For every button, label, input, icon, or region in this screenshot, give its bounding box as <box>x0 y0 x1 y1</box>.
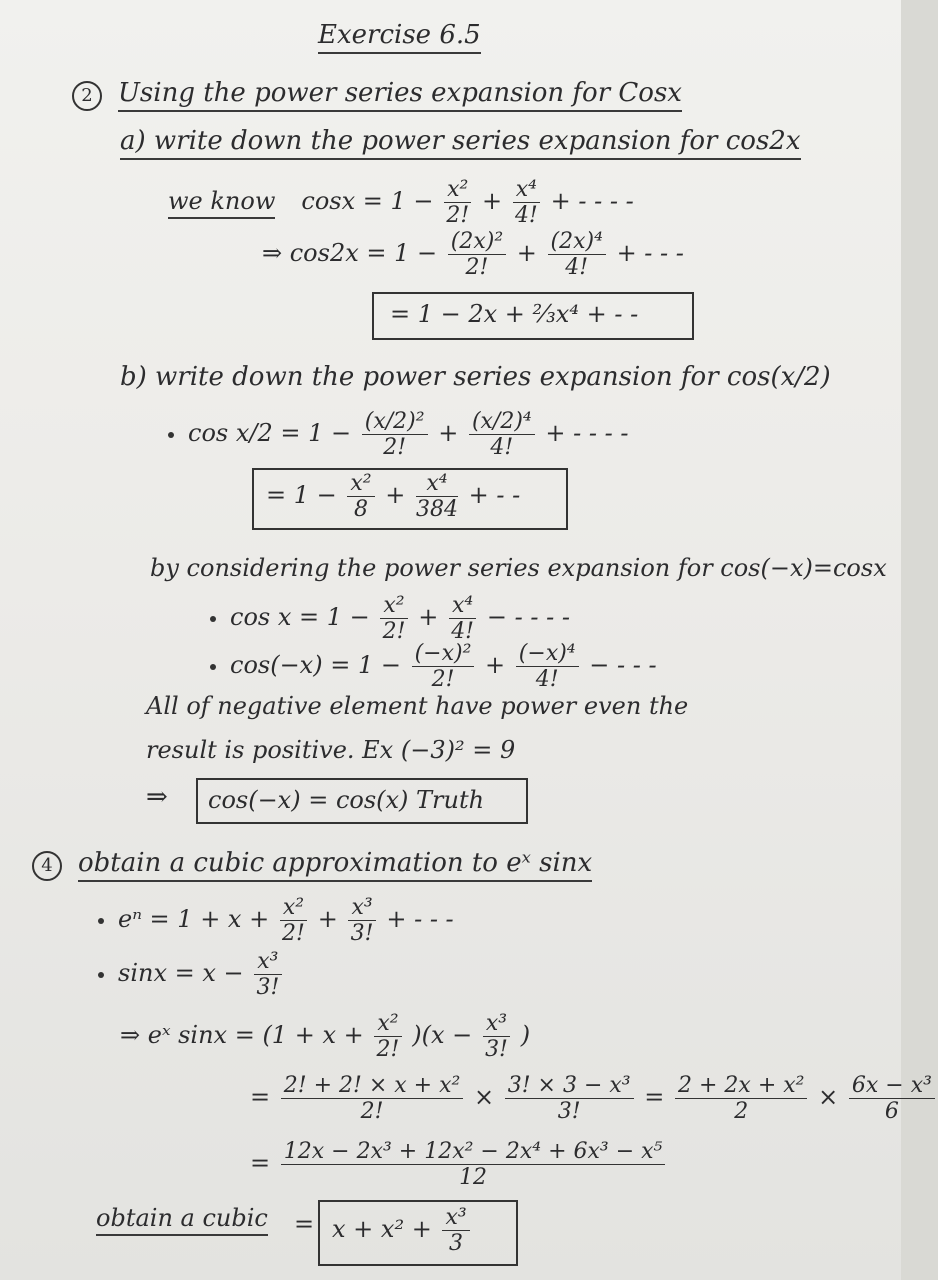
q4-sin-term: $\frac{\text{x³}}{3!}$ <box>254 950 281 999</box>
q2-heading: Using the power series expansion for Cosx <box>118 78 682 112</box>
q2b-line1: cos x/2 = 1 − $\frac{\text{(x/2)²}}{2!}$ + $\frac{\text{(x/2)⁴}}{4!}$ + - - - - <box>168 410 628 459</box>
q2b-line1-tail: + - - - - <box>545 419 629 448</box>
q2b-line1-lhs: cos x/2 = 1 − <box>188 419 352 448</box>
bullet-icon <box>168 432 174 438</box>
q4-heading-row <box>32 848 592 881</box>
q2a-line1-lhs: cosx = 1 − <box>301 187 434 216</box>
q2a-line1-term2: $\frac{\text{x⁴}}{4!}$ <box>513 178 540 227</box>
q4-sin-series <box>98 950 285 999</box>
q2b-answer-lhs: = 1 − <box>266 481 337 510</box>
q2c-line2-tail: − - - - <box>589 651 657 680</box>
bullet-icon <box>98 918 104 924</box>
q2a-line2-lhs: ⇒ cos2x = 1 − <box>262 239 438 268</box>
q2a-line2: ⇒ cos2x = 1 − $\frac{\text{(2x)²}}{2!}$ + $\frac{\text{(2x)⁴}}{4!}$ + - - - <box>262 229 684 281</box>
q2b-answer-tail: + - - <box>468 481 521 510</box>
q4-product-close: ) <box>520 1021 531 1050</box>
q2c-conclusion: cos(−x) = cos(x) Truth <box>208 786 485 814</box>
q4-final-lhs: x + x² + <box>332 1215 432 1244</box>
q4-number: 4 <box>32 851 62 881</box>
q2c-line2: cos(−x) = 1 − $\frac{\text{(−x)²}}{2!}$ + $\frac{\text{(−x)⁴}}{4!}$ − - - - <box>210 642 657 691</box>
bullet-icon <box>210 664 216 670</box>
q4-step2: = $\frac{\text{2! + 2! × x + x²}}{2!}$ × $\frac{\text{3! × 3 − x³}}{3!}$ = $\frac{\text{2 + 2x + x²}}{2}$ × $\frac{\text{6x − x³}}{6}$ <box>250 1074 938 1123</box>
bullet-icon <box>98 972 104 978</box>
q4-final-term: $\frac{\text{x³}}{3}$ <box>442 1206 469 1255</box>
q2-heading-row <box>72 78 682 111</box>
q4-step2-frac-d: $\frac{\text{6x − x³}}{6}$ <box>849 1074 935 1123</box>
q4-step2-frac-b: $\frac{\text{3! × 3 − x³}}{3!}$ <box>505 1074 634 1123</box>
q4-exp-term2: $\frac{\text{x³}}{3!}$ <box>348 896 375 945</box>
q2c-note-line1: All of negative element have power even the <box>146 692 689 720</box>
q2a-line2-tail: + - - - <box>616 239 684 268</box>
q2a-line1: we know cosx = 1 − $\frac{\text{x²}}{2!}$ + $\frac{\text{x⁴}}{4!}$ + - - - - <box>168 177 634 229</box>
q4-step2-times2: × <box>818 1083 839 1112</box>
q4-exp-series: eⁿ = 1 + x + $\frac{\text{x²}}{2!}$ + $\frac{\text{x³}}{3!}$ + - - - <box>98 896 454 945</box>
q2b-answer: = 1 − $\frac{\text{x²}}{8}$ + $\frac{\text{x⁴}}{384}$ + - - <box>266 471 521 523</box>
q2b-answer-term1: $\frac{\text{x²}}{8}$ <box>347 472 374 521</box>
q2a-line1-term1: $\frac{\text{x²}}{2!}$ <box>444 178 471 227</box>
q4-heading: obtain a cubic approximation to eˣ sinx <box>78 848 592 882</box>
q2c-line2-lhs: cos(−x) = 1 − <box>230 651 401 680</box>
page-title: Exercise 6.5 <box>318 20 481 54</box>
q4-product <box>120 1012 530 1061</box>
q2c-line2-term1: $\frac{\text{(−x)²}}{2!}$ <box>412 642 475 691</box>
q2a-line1-tail: + - - - - <box>550 187 634 216</box>
we-know-label: we know <box>168 187 275 219</box>
q2a-answer: = 1 − 2x + ⅔x⁴ + - - <box>390 300 639 328</box>
q2c-line2-term2: $\frac{\text{(−x)⁴}}{4!}$ <box>516 642 579 691</box>
q2b-line1-term2: $\frac{\text{(x/2)⁴}}{4!}$ <box>469 410 535 459</box>
q4-step2-eq: = <box>644 1083 665 1112</box>
q2b-prompt: b) write down the power series expansion for cos(x/2) <box>120 362 831 392</box>
q4-step2-frac-a: $\frac{\text{2! + 2! × x + x²}}{2!}$ <box>281 1074 464 1123</box>
q2a-prompt: a) write down the power series expansion for cos2x <box>120 126 801 160</box>
q2c-line1-lhs: cos x = 1 − <box>230 603 370 632</box>
q4-sin-lhs: sinx = x − <box>118 959 244 988</box>
q4-final-eq: = <box>294 1210 315 1238</box>
q2c-note-line2: result is positive. Ex (−3)² = 9 <box>146 736 516 764</box>
q4-final-answer <box>332 1206 473 1255</box>
q4-product-term1: $\frac{\text{x²}}{2!}$ <box>374 1012 401 1061</box>
bullet-icon <box>210 616 216 622</box>
q2a-line2-term2: $\frac{\text{(2x)⁴}}{4!}$ <box>548 230 606 279</box>
q4-step3-frac: $\frac{\text{12x − 2x³ + 12x² − 2x⁴ + 6x³ − x⁵}}{12}$ <box>281 1140 666 1189</box>
q2c-conclusion-arrow: ⇒ <box>146 782 168 812</box>
q4-exp-tail: + - - - <box>386 905 454 934</box>
q4-product-lhs: ⇒ eˣ sinx = (1 + x + <box>120 1021 364 1050</box>
q4-exp-term1: $\frac{\text{x²}}{2!}$ <box>280 896 307 945</box>
q2b-answer-term2: $\frac{\text{x⁴}}{384}$ <box>416 471 458 523</box>
q2b-line1-term1: $\frac{\text{(x/2)²}}{2!}$ <box>362 410 428 459</box>
q2c-line1-term2: $\frac{\text{x⁴}}{4!}$ <box>449 594 476 643</box>
q4-final-label: obtain a cubic <box>96 1204 268 1236</box>
q2-number: 2 <box>72 81 102 111</box>
q4-step2-times: × <box>473 1083 495 1112</box>
q4-step2-frac-c: $\frac{\text{2 + 2x + x²}}{2}$ <box>675 1074 807 1123</box>
q2c-line1-term1: $\frac{\text{x²}}{2!}$ <box>380 594 407 643</box>
q2c-line1: cos x = 1 − $\frac{\text{x²}}{2!}$ + $\frac{\text{x⁴}}{4!}$ − - - - - <box>210 594 570 643</box>
q4-product-mid: )(x − <box>412 1021 473 1050</box>
q2c-line1-tail: − - - - - <box>486 603 570 632</box>
q2a-line2-term1: $\frac{\text{(2x)²}}{2!}$ <box>448 230 506 279</box>
q4-product-term2: $\frac{\text{x³}}{3!}$ <box>483 1012 510 1061</box>
q4-exp-lhs: eⁿ = 1 + x + <box>118 905 270 934</box>
q4-step3: = $\frac{\text{12x − 2x³ + 12x² − 2x⁴ + 6x³ − x⁵}}{12}$ <box>250 1140 668 1189</box>
q2c-prompt: by considering the power series expansion for cos(−x)=cosx <box>150 554 887 582</box>
